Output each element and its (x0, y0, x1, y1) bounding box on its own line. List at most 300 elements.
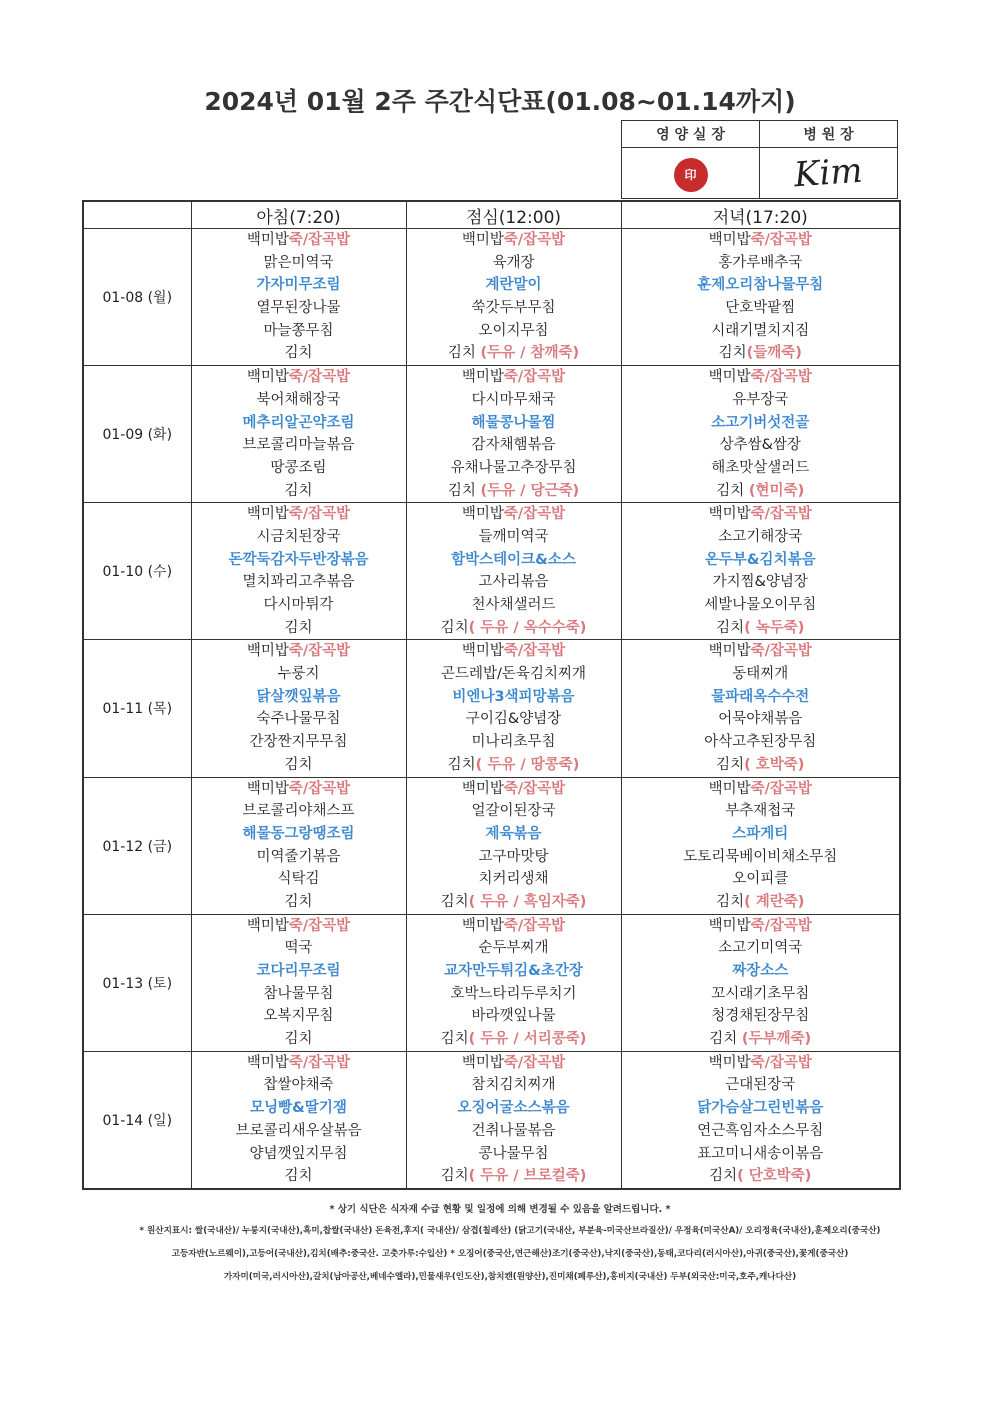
porridge-option: 죽/잡곡밥 (288, 917, 351, 934)
menu-item (622, 663, 900, 686)
menu-item (192, 571, 406, 594)
menu-item (407, 1005, 621, 1028)
menu-item (622, 1097, 900, 1120)
dish-name: 바라깻잎나물 (471, 1008, 556, 1025)
dinner-cell (621, 229, 900, 366)
rice-line (622, 640, 900, 663)
menu-item (192, 1120, 406, 1143)
porridge-option: 죽/잡곡밥 (503, 917, 566, 934)
menu-item (192, 320, 406, 343)
dish-name: 상추쌈&쌈장 (719, 437, 801, 454)
dish-name: 김치 (284, 345, 313, 362)
menu-item (622, 800, 900, 823)
dish-name: 쑥갓두부무침 (471, 300, 556, 317)
footer-note: * 상기 식단은 식자재 수급 현황 및 일정에 의해 변경될 수 있음을 알려드립니다. * (329, 1204, 671, 1215)
special-porridge: ( 두유 / 흑임자죽) (468, 893, 587, 910)
special-porridge: (두유 / 당근죽) (480, 482, 580, 499)
menu-item (192, 1028, 406, 1051)
dish-name: 해초맛살샐러드 (711, 459, 810, 476)
rice-line (192, 1052, 406, 1075)
special-porridge: ( 녹두죽) (744, 619, 805, 636)
rice-line (192, 229, 406, 252)
dish-name: 고구마맛탕 (478, 848, 549, 865)
dish-name: 김치 (716, 756, 745, 773)
menu-item (192, 342, 406, 365)
menu-item (622, 823, 900, 846)
main-dish: 닭가슴살그린빈볶음 (697, 1100, 824, 1117)
main-dish: 돈깍둑감자두반장볶음 (228, 551, 369, 568)
menu-item (192, 800, 406, 823)
menu-item (192, 480, 406, 503)
dish-name: 브로콜리새우살볶음 (235, 1122, 362, 1139)
dish-name: 청경채된장무침 (711, 1008, 810, 1025)
dish-name: 구이김&양념장 (465, 711, 562, 728)
porridge-option: 죽/잡곡밥 (288, 232, 351, 248)
rice-name: 백미밥 (246, 780, 289, 797)
menu-item (622, 389, 900, 412)
dinner-cell (621, 777, 900, 914)
breakfast-cell (191, 640, 406, 777)
dinner-cell (621, 914, 900, 1051)
menu-body (83, 229, 900, 1189)
dish-name: 브로콜리마늘볶음 (242, 437, 355, 454)
menu-item (192, 708, 406, 731)
porridge-option: 죽/잡곡밥 (503, 506, 566, 523)
menu-item (192, 960, 406, 983)
breakfast-cell (191, 366, 406, 503)
special-porridge: (들깨죽) (746, 345, 802, 362)
menu-item (192, 823, 406, 846)
dish-name: 미역줄기볶음 (256, 848, 341, 865)
dish-name: 미나리초무침 (471, 734, 556, 751)
menu-item (192, 526, 406, 549)
day-label: 01-13 (토) (83, 914, 191, 1051)
menu-item (407, 1074, 621, 1097)
menu-item (192, 1143, 406, 1166)
day-label: 01-09 (화) (83, 366, 191, 503)
rice-name: 백미밥 (461, 917, 504, 934)
menu-item (192, 891, 406, 914)
porridge-option: 죽/잡곡밥 (503, 780, 566, 797)
dish-name: 순두부찌개 (478, 940, 549, 957)
day-row (83, 366, 900, 503)
porridge-option: 죽/잡곡밥 (750, 917, 812, 934)
dish-name: 다시마튀각 (263, 597, 334, 613)
main-dish: 닭살깻잎볶음 (256, 688, 341, 705)
main-dish: 스파게티 (732, 825, 789, 842)
main-dish: 메추리알곤약조림 (242, 414, 355, 431)
dish-name: 천사채샐러드 (471, 597, 556, 613)
dinner-cell (621, 366, 900, 503)
menu-item (407, 412, 621, 435)
rice-name: 백미밥 (708, 1054, 751, 1071)
dish-name: 참나물무침 (263, 985, 334, 1002)
menu-item (407, 823, 621, 846)
breakfast-cell (191, 777, 406, 914)
menu-item (407, 480, 621, 503)
special-porridge: ( 두유 / 브로컬죽) (468, 1168, 587, 1185)
menu-item (622, 1028, 900, 1051)
porridge-option: 죽/잡곡밥 (503, 232, 566, 248)
dish-name: 김치 (447, 482, 481, 499)
rice-line (192, 640, 406, 663)
main-dish: 가자미무조림 (256, 277, 341, 294)
special-porridge: ( 두유 / 옥수수죽) (468, 619, 587, 636)
main-dish: 함박스테이크&소스 (451, 551, 576, 568)
porridge-option: 죽/잡곡밥 (288, 369, 351, 386)
breakfast-cell (191, 229, 406, 366)
menu-item (407, 571, 621, 594)
rice-name: 백미밥 (461, 232, 504, 248)
lunch-cell (406, 640, 621, 777)
menu-item (192, 1165, 406, 1188)
menu-item (407, 389, 621, 412)
dish-name: 김치 (440, 1168, 469, 1185)
menu-item (622, 686, 900, 709)
dietitian-seal-cell (622, 148, 760, 199)
rice-line (407, 366, 621, 389)
rice-name: 백미밥 (461, 1054, 504, 1071)
porridge-option: 죽/잡곡밥 (750, 780, 812, 797)
rice-line (407, 1052, 621, 1075)
signature: Kim (792, 150, 865, 196)
dish-name: 도토리묵베이비채소무침 (683, 848, 838, 865)
page-title: 2024년 01월 2주 주간식단표(01.08~01.14까지) (204, 87, 796, 116)
dish-name: 마늘쫑무침 (263, 322, 334, 339)
rice-name: 백미밥 (246, 232, 289, 248)
menu-item (407, 983, 621, 1006)
dish-name: 동태찌개 (732, 666, 789, 683)
director-label: 병 원 장 (760, 121, 898, 148)
main-dish: 해물콩나물찜 (471, 414, 556, 431)
main-dish: 비엔나3색피망볶음 (452, 688, 575, 705)
menu-item (622, 1165, 900, 1188)
rice-name: 백미밥 (708, 780, 751, 797)
director-signature-cell (760, 148, 898, 199)
dish-name: 오이지무침 (478, 322, 549, 339)
day-row (83, 777, 900, 914)
menu-item (192, 434, 406, 457)
rice-name: 백미밥 (708, 232, 751, 248)
menu-item (407, 960, 621, 983)
menu-item (622, 1005, 900, 1028)
menu-item (192, 412, 406, 435)
dish-name: 육개장 (492, 254, 535, 271)
origin-line: * 원산지표시: 쌀(국내산)/ 누룽지(국내산),흑미,찹쌀(국내산) 돈육전,후지( 국내산)/ 삼겹(칠레산) (닭고기(국내산, 부분육-미국산브라질산)/ 우정육(미국산A)/ 오리정육(국내산),훈제오리(중국산) (139, 1226, 881, 1236)
menu-item (622, 617, 900, 640)
dish-name: 숙주나물무침 (256, 711, 341, 728)
day-label: 01-14 (일) (83, 1051, 191, 1189)
menu-item (622, 1074, 900, 1097)
dietitian-label: 영 양 실 장 (622, 121, 760, 148)
rice-name: 백미밥 (246, 506, 289, 523)
dish-name: 맑은미역국 (263, 254, 334, 271)
dish-name: 시래기멸치지짐 (711, 322, 810, 339)
dish-name: 김치 (440, 619, 469, 636)
special-porridge: ( 계란죽) (744, 893, 805, 910)
dinner-cell (621, 503, 900, 640)
menu-item (622, 708, 900, 731)
menu-item (192, 594, 406, 617)
special-porridge: ( 두유 / 땅콩죽) (475, 756, 580, 773)
menu-item (407, 937, 621, 960)
menu-item (622, 846, 900, 869)
menu-item (622, 1120, 900, 1143)
rice-name: 백미밥 (246, 369, 289, 386)
rice-line (622, 366, 900, 389)
menu-item (407, 686, 621, 709)
dish-name: 감자채햄볶음 (471, 437, 556, 454)
menu-item (407, 708, 621, 731)
menu-item (407, 663, 621, 686)
menu-item (192, 252, 406, 275)
dish-name: 치커리생채 (478, 871, 549, 888)
porridge-option: 죽/잡곡밥 (288, 506, 351, 523)
rice-line (407, 640, 621, 663)
menu-item (622, 320, 900, 343)
rice-name: 백미밥 (246, 643, 289, 660)
dish-name: 꼬시래기초무침 (711, 985, 810, 1002)
dish-name: 열무된장나물 (256, 300, 341, 317)
menu-item (622, 457, 900, 480)
day-label: 01-12 (금) (83, 777, 191, 914)
menu-item (622, 526, 900, 549)
rice-line (192, 915, 406, 938)
menu-item (407, 800, 621, 823)
menu-item (192, 457, 406, 480)
dish-name: 들깨미역국 (478, 528, 549, 545)
dish-name: 소고기해장국 (718, 528, 803, 545)
dish-name: 김치 (447, 345, 481, 362)
rice-line (407, 778, 621, 801)
menu-item (407, 846, 621, 869)
rice-name: 백미밥 (708, 369, 751, 386)
porridge-option: 죽/잡곡밥 (750, 506, 812, 523)
breakfast-header: 아침(7:20) (191, 201, 406, 229)
dish-name: 어묵야채볶음 (718, 711, 803, 728)
special-porridge: (두부깨죽) (741, 1031, 812, 1048)
menu-item (407, 1028, 621, 1051)
rice-name: 백미밥 (708, 643, 751, 660)
lunch-header: 점심(12:00) (406, 201, 621, 229)
porridge-option: 죽/잡곡밥 (750, 232, 812, 248)
dish-name: 김치 (284, 619, 313, 636)
dish-name: 떡국 (284, 940, 313, 957)
day-row (83, 503, 900, 640)
menu-header-row (83, 201, 900, 229)
rice-line (407, 229, 621, 252)
rice-name: 백미밥 (461, 369, 504, 386)
porridge-option: 죽/잡곡밥 (750, 643, 812, 660)
menu-item (622, 297, 900, 320)
lunch-cell (406, 777, 621, 914)
origin-line: 고등자반(노르웨이),고등어(국내산),김치(배추:중국산. 고춧가루:수입산) * 오징어(중국산,연근해산)조기(중국산),낙지(중국산),동태,코다리(러시아산),아귀(중국산),꽃게(중국산) (171, 1249, 849, 1259)
menu-item (622, 1143, 900, 1166)
special-porridge: ( 호박죽) (744, 756, 805, 773)
menu-item (192, 983, 406, 1006)
menu-item (622, 594, 900, 617)
dish-name: 김치 (440, 893, 469, 910)
rice-line (407, 503, 621, 526)
dish-name: 연근흑임자소스무침 (697, 1122, 824, 1139)
rice-line (192, 778, 406, 801)
dish-name: 유부장국 (732, 391, 789, 408)
rice-line (622, 503, 900, 526)
dish-name: 유채나물고추장무침 (450, 459, 577, 476)
menu-item (622, 983, 900, 1006)
dish-name: 간장짠지무무침 (249, 734, 348, 751)
dish-name: 다시마무채국 (471, 391, 556, 408)
menu-item (192, 937, 406, 960)
day-label: 01-08 (월) (83, 229, 191, 366)
dish-name: 브로콜리야채스프 (242, 803, 355, 820)
menu-item (407, 594, 621, 617)
menu-item (622, 274, 900, 297)
porridge-option: 죽/잡곡밥 (750, 369, 812, 386)
menu-item (407, 1120, 621, 1143)
menu-item (407, 617, 621, 640)
approval-box (621, 120, 898, 199)
dinner-cell (621, 1051, 900, 1189)
dish-name: 근대된장국 (725, 1077, 796, 1094)
porridge-option: 죽/잡곡밥 (288, 1054, 351, 1071)
dish-name: 호박느타리두루치기 (450, 985, 577, 1002)
menu-item (407, 297, 621, 320)
menu-item (407, 274, 621, 297)
menu-item (622, 891, 900, 914)
menu-item (622, 252, 900, 275)
menu-item (407, 434, 621, 457)
main-dish: 훈제오리참나물무침 (697, 277, 824, 294)
rice-line (622, 778, 900, 801)
main-dish: 제육볶음 (485, 825, 542, 842)
dish-name: 김치 (440, 1031, 469, 1048)
rice-line (622, 1052, 900, 1075)
dish-name: 식탁김 (277, 871, 320, 888)
dish-name: 누룽지 (277, 666, 320, 683)
dish-name: 김치 (284, 1168, 313, 1185)
lunch-cell (406, 1051, 621, 1189)
rice-name: 백미밥 (461, 780, 504, 797)
menu-item (192, 297, 406, 320)
dish-name: 표고미니새송이볶음 (697, 1145, 824, 1162)
breakfast-cell (191, 914, 406, 1051)
dish-name: 아삭고추된장무침 (704, 734, 817, 751)
dish-name: 찹쌀야채죽 (263, 1077, 334, 1094)
main-dish: 해물동그랑땡조림 (242, 825, 355, 842)
lunch-cell (406, 229, 621, 366)
dish-name: 오복지무침 (263, 1008, 334, 1025)
menu-item (192, 389, 406, 412)
menu-item (622, 549, 900, 572)
porridge-option: 죽/잡곡밥 (288, 780, 351, 797)
menu-item (192, 686, 406, 709)
breakfast-cell (191, 1051, 406, 1189)
menu-item (192, 868, 406, 891)
dish-name: 김치 (716, 893, 745, 910)
dish-name: 콩나물무침 (478, 1145, 549, 1162)
dish-name: 김치 (709, 1031, 742, 1048)
dish-name: 시금치된장국 (256, 528, 341, 545)
lunch-cell (406, 366, 621, 503)
menu-item (407, 731, 621, 754)
menu-item (192, 617, 406, 640)
day-row (83, 229, 900, 366)
porridge-option: 죽/잡곡밥 (503, 643, 566, 660)
menu-item (192, 549, 406, 572)
main-dish: 온두부&김치볶음 (704, 551, 816, 568)
dish-name: 김치 (284, 482, 313, 499)
dish-name: 건취나물볶음 (471, 1122, 556, 1139)
special-porridge: (두유 / 참깨죽) (480, 345, 580, 362)
menu-item (622, 937, 900, 960)
main-dish: 교자만두튀김&초간장 (444, 963, 583, 979)
porridge-option: 죽/잡곡밥 (503, 369, 566, 386)
dish-name: 곤드레밥/돈육김치찌개 (441, 666, 586, 683)
menu-item (407, 320, 621, 343)
rice-name: 백미밥 (461, 643, 504, 660)
special-porridge: ( 두유 / 서리콩죽) (468, 1031, 587, 1048)
menu-item (192, 274, 406, 297)
main-dish: 계란말이 (485, 277, 542, 294)
breakfast-cell (191, 503, 406, 640)
dish-name: 북어채해장국 (256, 391, 341, 408)
rice-line (192, 366, 406, 389)
special-porridge: ( 단호박죽) (737, 1168, 812, 1185)
rice-line (407, 915, 621, 938)
menu-item (192, 731, 406, 754)
weekly-menu-table (82, 200, 901, 1190)
dish-name: 고사리볶음 (478, 574, 549, 591)
dinner-header: 저녁(17:20) (621, 201, 900, 229)
menu-item (407, 868, 621, 891)
dish-name: 소고기미역국 (718, 940, 803, 957)
menu-item (622, 571, 900, 594)
corner-header (83, 201, 191, 229)
porridge-option: 죽/잡곡밥 (288, 643, 351, 660)
dish-name: 김치 (716, 619, 745, 636)
rice-name: 백미밥 (708, 506, 751, 523)
origin-line: 가자미(미국,러시아산),갈치(남아공산,베네수엘라),민물새우(인도산),참치캔(원양산),진미채(페루산),홍비지(국내산) 두부(외국산:미국,호주,캐나다산) (223, 1272, 797, 1282)
dish-name: 오이피클 (732, 871, 789, 888)
menu-item (622, 412, 900, 435)
menu-item (407, 891, 621, 914)
menu-item (407, 457, 621, 480)
menu-item (407, 549, 621, 572)
dish-name: 김치 (284, 756, 313, 773)
menu-item (622, 754, 900, 777)
day-row (83, 640, 900, 777)
menu-item (192, 1097, 406, 1120)
day-label: 01-10 (수) (83, 503, 191, 640)
main-dish: 모닝빵&딸기잼 (250, 1100, 347, 1117)
day-label: 01-11 (목) (83, 640, 191, 777)
menu-item (407, 526, 621, 549)
menu-item (192, 846, 406, 869)
menu-item (407, 342, 621, 365)
seal-stamp: 印 (674, 158, 708, 192)
main-dish: 오징어굴소스볶음 (457, 1100, 570, 1117)
day-row (83, 914, 900, 1051)
dish-name: 땅콩조림 (270, 459, 327, 476)
porridge-option: 죽/잡곡밥 (503, 1054, 566, 1071)
rice-name: 백미밥 (246, 917, 289, 934)
rice-line (622, 915, 900, 938)
menu-item (622, 480, 900, 503)
rice-name: 백미밥 (708, 917, 751, 934)
special-porridge: (현미죽) (748, 482, 805, 499)
lunch-cell (406, 503, 621, 640)
